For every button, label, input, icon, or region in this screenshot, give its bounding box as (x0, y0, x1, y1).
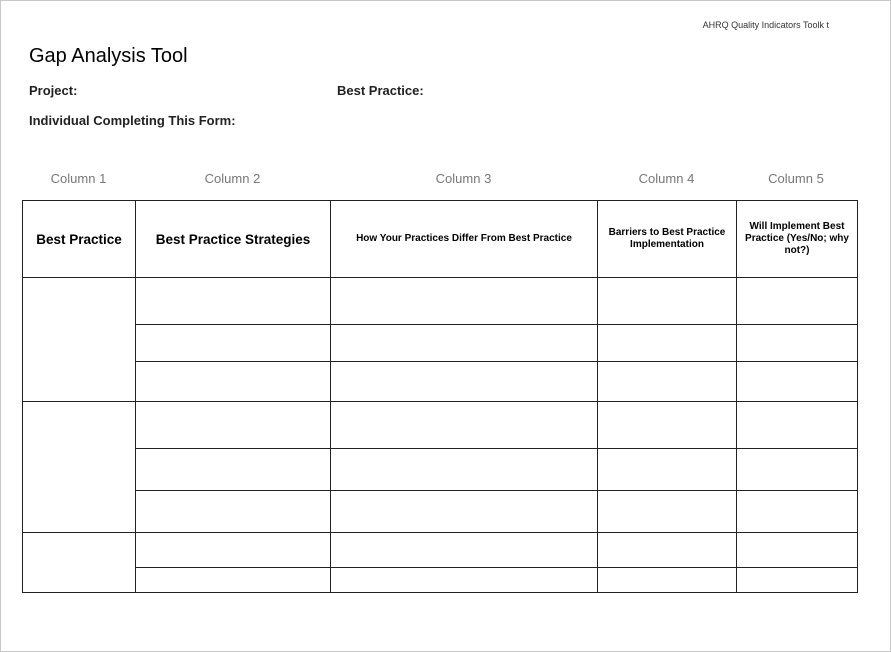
will-implement-cell[interactable] (737, 402, 858, 449)
strategy-cell[interactable] (136, 568, 331, 593)
will-implement-cell[interactable] (737, 568, 858, 593)
table-row (23, 533, 858, 568)
best-practice-label: Best Practice: (337, 83, 424, 98)
will-implement-cell[interactable] (737, 491, 858, 533)
barriers-cell[interactable] (598, 362, 737, 402)
strategy-cell[interactable] (136, 491, 331, 533)
individual-completing-label: Individual Completing This Form: (29, 113, 236, 128)
barriers-cell[interactable] (598, 325, 737, 362)
toolkit-reference: AHRQ Quality Indicators Toolk t (702, 20, 829, 30)
best-practice-cell[interactable] (23, 278, 136, 402)
will-implement-cell[interactable] (737, 325, 858, 362)
column-1-label: Column 1 (50, 171, 107, 186)
strategy-cell[interactable] (136, 325, 331, 362)
barriers-cell[interactable] (598, 491, 737, 533)
column-number-row (22, 171, 856, 187)
strategy-cell[interactable] (136, 402, 331, 449)
best-practice-cell[interactable] (23, 402, 136, 533)
strategy-cell[interactable] (136, 533, 331, 568)
difference-cell[interactable] (331, 568, 598, 593)
form-title: Gap Analysis Tool (29, 45, 188, 67)
difference-cell[interactable] (331, 402, 598, 449)
column-5-label: Column 5 (768, 171, 824, 186)
will-implement-cell[interactable] (737, 533, 858, 568)
header-best-practice: Best Practice (23, 201, 136, 278)
will-implement-cell[interactable] (737, 449, 858, 491)
table-row (23, 491, 858, 533)
barriers-cell[interactable] (598, 568, 737, 593)
column-4-label: Column 4 (638, 171, 695, 186)
table-row (23, 449, 858, 491)
table-header-row (23, 201, 858, 278)
strategy-cell[interactable] (136, 449, 331, 491)
difference-cell[interactable] (331, 325, 598, 362)
difference-cell[interactable] (331, 449, 598, 491)
header-barriers: Barriers to Best Practice Implementation (598, 201, 737, 278)
table-row (23, 362, 858, 402)
header-how-practices-differ: How Your Practices Differ From Best Practice (331, 201, 598, 278)
will-implement-cell[interactable] (737, 278, 858, 325)
table-row (23, 278, 858, 325)
difference-cell[interactable] (331, 278, 598, 325)
column-2-label: Column 2 (204, 171, 261, 186)
strategy-cell[interactable] (136, 278, 331, 325)
difference-cell[interactable] (331, 491, 598, 533)
barriers-cell[interactable] (598, 533, 737, 568)
barriers-cell[interactable] (598, 402, 737, 449)
will-implement-cell[interactable] (737, 362, 858, 402)
best-practice-cell[interactable] (23, 533, 136, 593)
barriers-cell[interactable] (598, 449, 737, 491)
barriers-cell[interactable] (598, 278, 737, 325)
project-label: Project: (29, 83, 78, 98)
table-row (23, 568, 858, 593)
difference-cell[interactable] (331, 533, 598, 568)
table-row (23, 402, 858, 449)
header-will-implement: Will Implement Best Practice (Yes/No; why not?) (737, 201, 858, 278)
gap-analysis-table (22, 200, 858, 593)
table-row (23, 325, 858, 362)
header-best-practice-strategies: Best Practice Strategies (136, 201, 331, 278)
difference-cell[interactable] (331, 362, 598, 402)
column-3-label: Column 3 (435, 171, 492, 186)
strategy-cell[interactable] (136, 362, 331, 402)
